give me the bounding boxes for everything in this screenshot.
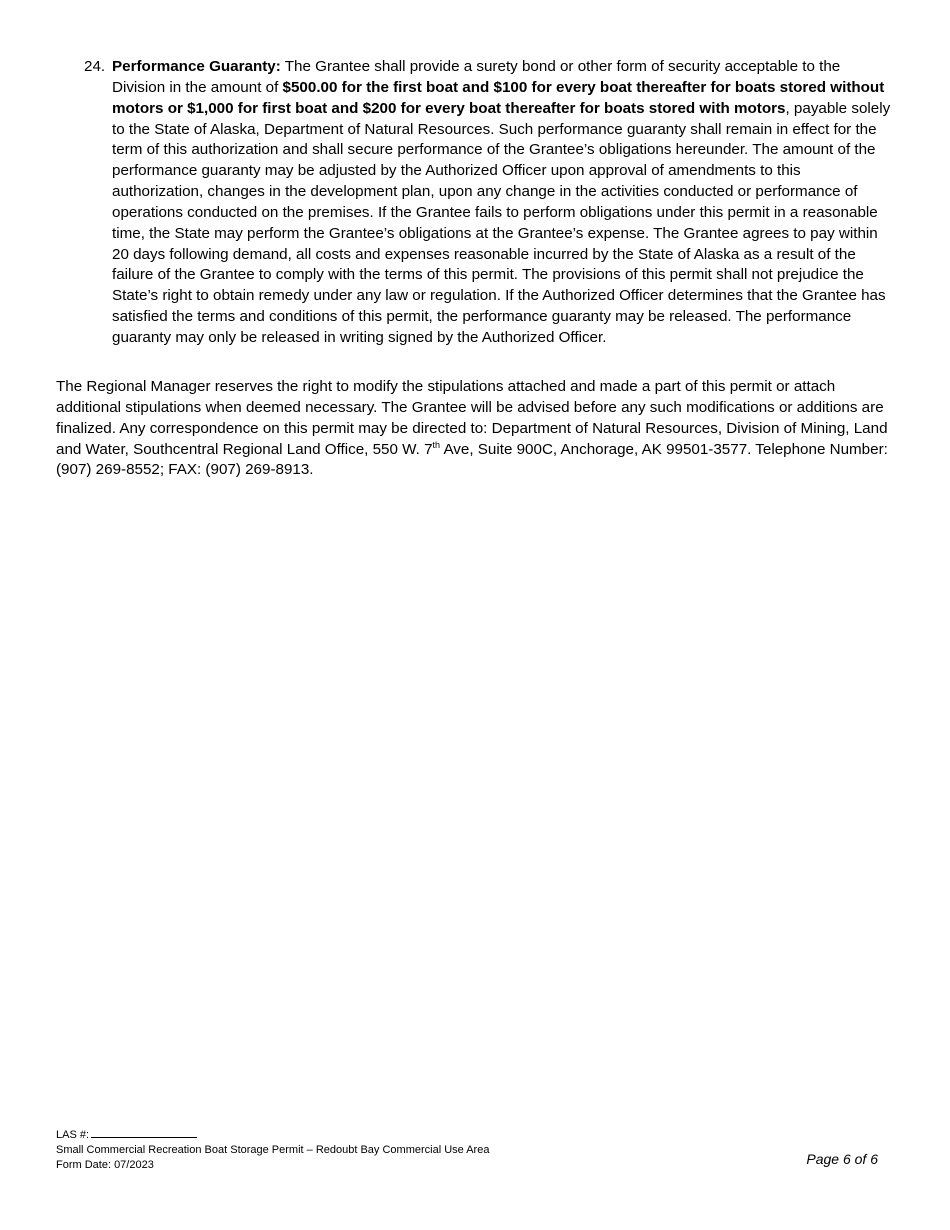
page-number: Page 6 of 6: [806, 1151, 878, 1167]
closing-superscript: th: [432, 439, 441, 450]
closing-text-1: The Regional Manager reserves the right to modify the stipulations attached and made a part of this permit or attach additional stipulations when deemed necessary. The Grantee will be advised before any such modifications or additions are finalized. Any correspondence on this permit may be directed to: Department of Natural Resources, Division of Mining, Land and Water, Southcentral Regional Land Office, 550 W. 7: [56, 378, 888, 458]
item-bond-amount: $500.00 for the first boat and $100 for every boat thereafter for boats stored without motors or $1,000 for first boat and $200 for every boat thereafter for boats stored with motors: [112, 78, 885, 117]
las-label: LAS #:: [56, 1129, 90, 1141]
footer-form-date: Form Date: 07/2023: [56, 1159, 154, 1171]
item-heading: Performance Guaranty:: [112, 58, 281, 75]
closing-text-2: Ave, Suite 900C, Anchorage, AK 99501-3577. Telephone Number: (907) 269-8552; FAX: (907) 269-8913.: [56, 440, 888, 479]
closing-paragraph: [56, 377, 896, 481]
las-blank-line: [91, 1127, 197, 1138]
footer: [56, 1127, 489, 1173]
footer-title: Small Commercial Recreation Boat Storage Permit – Redoubt Bay Commercial Use Area: [56, 1144, 490, 1156]
item-number: 24.: [84, 58, 106, 75]
las-number-row: [56, 1127, 489, 1143]
item-text-2: , payable solely to the State of Alaska, Department of Natural Resources. Such performance guaranty shall remain in effect for the term of this authorization and shall secure performance of the Grantee’s obligations hereunder. The amount of the performance guaranty may be adjusted by the Authorized Officer upon approval of amendments to this authorization, changes in the development plan, upon any change in the activities conducted or performance of operations conducted on the premises. If the Grantee fails to perform obligations under this permit in a reasonable time, the State may perform the Grantee’s obligations at the Grantee’s expense. The Grantee agrees to pay within 20 days following demand, all costs and expenses reasonable incurred by the State of Alaska as a result of the failure of the Grantee to comply with the terms of this permit. The provisions of this permit shall not prejudice the State’s right to obtain remedy under any law or regulation. If the Authorized Officer determines that the Grantee has satisfied the terms and conditions of this permit, the performance guaranty may be released. The performance guaranty may only be released in writing signed by the Authorized Officer.: [112, 99, 891, 346]
list-item-24: [84, 57, 896, 349]
item-body: [112, 57, 896, 349]
item-text-1: The Grantee shall provide a surety bond or other form of security acceptable to the Division in the amount of: [112, 58, 841, 96]
